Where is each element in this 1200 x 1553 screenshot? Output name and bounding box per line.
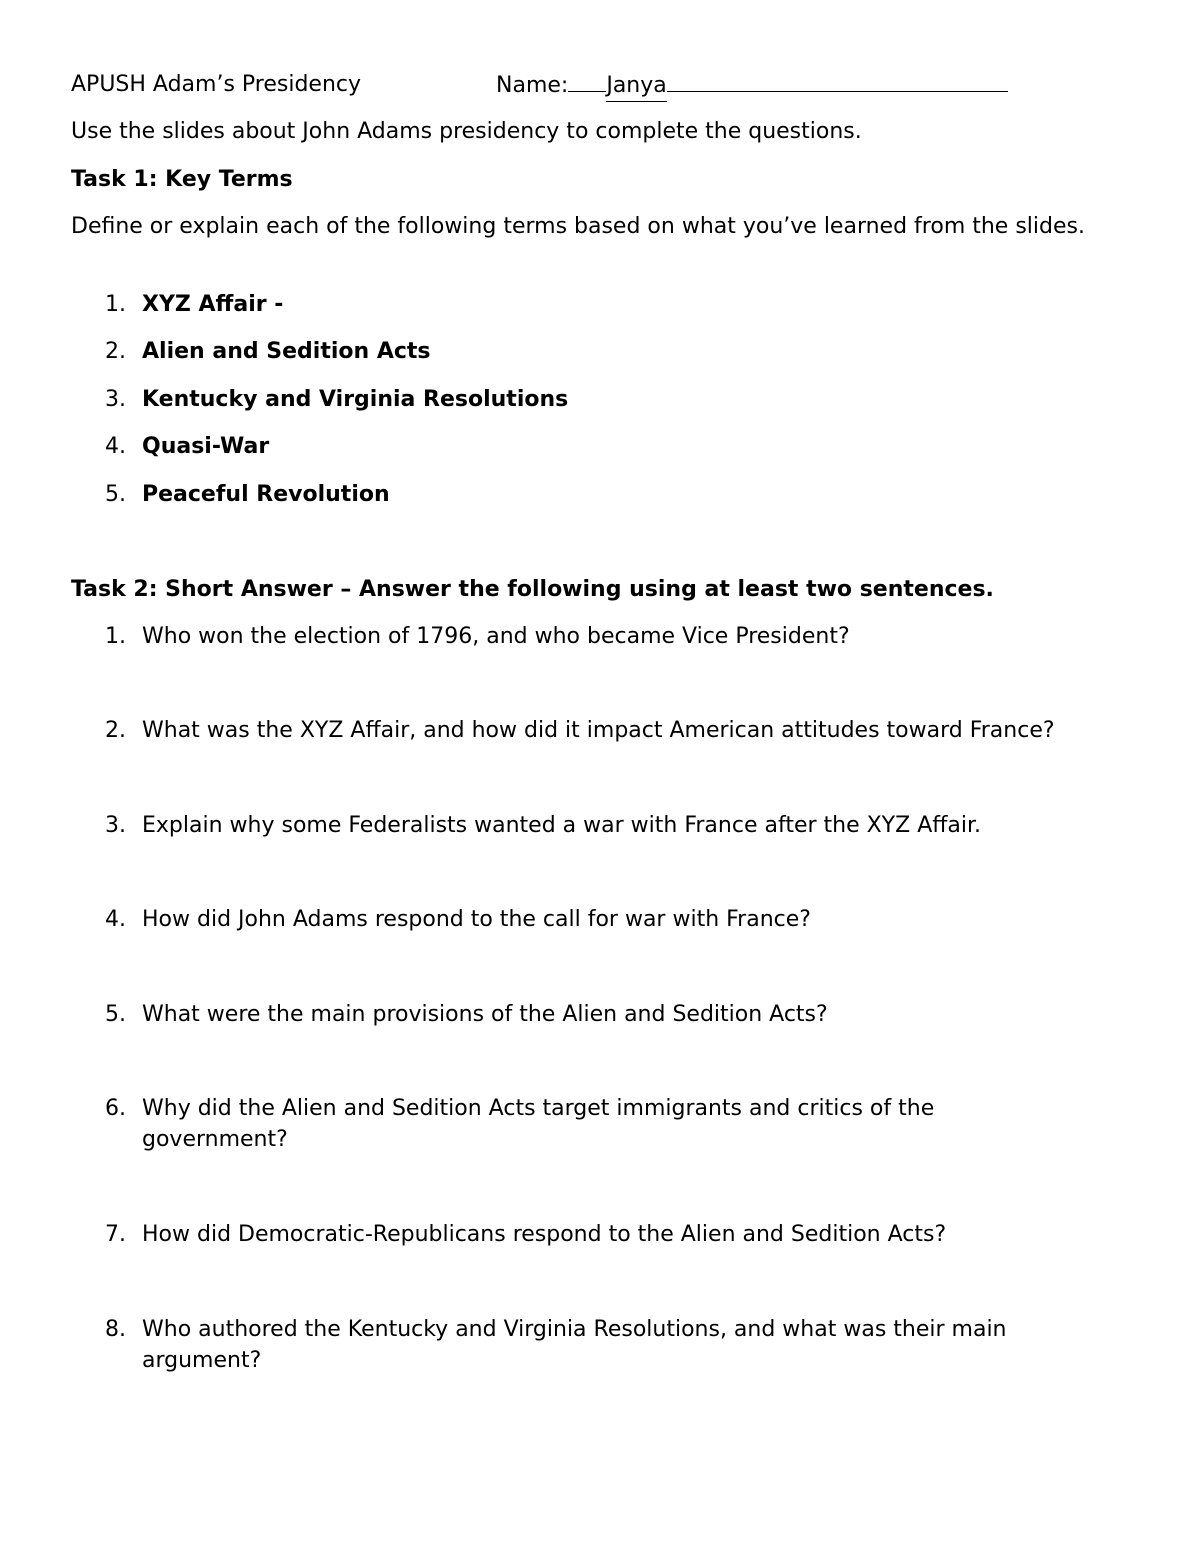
question-text: What was the XYZ Affair, and how did it impact American attitudes toward France?: [142, 718, 1055, 743]
name-underline-trailing: [667, 69, 1008, 92]
item-number: 4.: [105, 907, 126, 932]
item-number: 6.: [105, 1096, 126, 1121]
key-term: Quasi-War: [142, 434, 270, 459]
item-number: 8.: [105, 1317, 126, 1342]
question-text: How did Democratic-Republicans respond to the Alien and Sedition Acts?: [142, 1222, 947, 1247]
name-underline-leading: [568, 69, 606, 92]
worksheet-title: APUSH Adam’s Presidency: [71, 72, 362, 97]
name-label: Name:: [496, 73, 569, 98]
question-text: Who authored the Kentucky and Virginia Resolutions, and what was their main argument?: [142, 1317, 1007, 1373]
name-field: [496, 69, 1008, 102]
item-number: 4.: [105, 434, 126, 459]
task1-description: Define or explain each of the following terms based on what you’ve learned from the slides.: [71, 214, 1085, 239]
question-text: How did John Adams respond to the call for war with France?: [142, 907, 811, 932]
key-term: Kentucky and Virginia Resolutions: [142, 387, 569, 412]
item-number: 3.: [105, 813, 126, 838]
item-number: 5.: [105, 482, 126, 507]
instructions: Use the slides about John Adams presidency to complete the questions.: [71, 119, 862, 144]
item-number: 7.: [105, 1222, 126, 1247]
question-text: Who won the election of 1796, and who became Vice President?: [142, 624, 850, 649]
key-term: XYZ Affair -: [142, 292, 284, 317]
name-value: Janya: [606, 70, 666, 102]
item-number: 1.: [105, 624, 126, 649]
task2-heading: Task 2: Short Answer – Answer the following using at least two sentences.: [71, 577, 994, 602]
item-number: 2.: [105, 718, 126, 743]
item-number: 2.: [105, 339, 126, 364]
question-text: Explain why some Federalists wanted a war with France after the XYZ Affair.: [142, 813, 982, 838]
question-text: Why did the Alien and Sedition Acts target immigrants and critics of the government?: [142, 1096, 935, 1152]
item-number: 3.: [105, 387, 126, 412]
question-text: What were the main provisions of the Alien and Sedition Acts?: [142, 1002, 828, 1027]
item-number: 5.: [105, 1002, 126, 1027]
task1-heading: Task 1: Key Terms: [71, 167, 293, 192]
item-number: 1.: [105, 292, 126, 317]
key-term: Peaceful Revolution: [142, 482, 390, 507]
key-term: Alien and Sedition Acts: [142, 339, 431, 364]
